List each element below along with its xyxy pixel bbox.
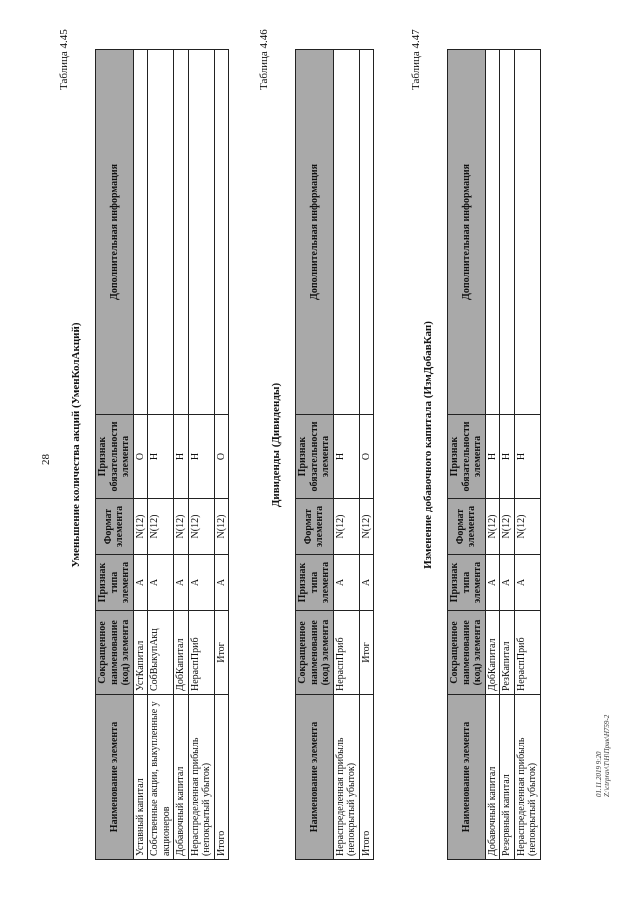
cell: Н [514, 415, 540, 499]
col-header: Сокращенное наименование (код) элемента [96, 611, 134, 695]
cell: НераспПриб [333, 611, 359, 695]
cell: ДобКапитал [485, 611, 500, 695]
cell: Резервный капитал [500, 695, 515, 860]
cell: N(12) [500, 499, 515, 555]
cell: СобВыкупАкц [148, 611, 174, 695]
cell: Н [500, 415, 515, 499]
table-row [188, 50, 214, 860]
table-row [500, 50, 515, 860]
table-row [214, 50, 229, 860]
cell: А [359, 555, 374, 611]
cell: Уставный капитал [133, 695, 148, 860]
col-header: Сокращенное наименование (код) элемента [296, 611, 334, 695]
col-header: Формат элемента [296, 499, 334, 555]
table-header-row [96, 50, 134, 860]
col-header: Дополнительная информация [448, 50, 486, 415]
table-row [514, 50, 540, 860]
cell: О [133, 415, 148, 499]
cell: N(12) [514, 499, 540, 555]
cell: Н [485, 415, 500, 499]
cell: N(12) [485, 499, 500, 555]
cell: N(12) [359, 499, 374, 555]
footer-line-2: Z:\ctrprav\Т\Н\Прик\Н759-2 [603, 714, 612, 797]
cell: Итог [214, 611, 229, 695]
table-row [148, 50, 174, 860]
table-row [485, 50, 500, 860]
cell: А [214, 555, 229, 611]
footer-line-1: 01.11.2019 9:20 [595, 751, 603, 797]
col-header: Признак типа элемента [296, 555, 334, 611]
table-4-45-label: Таблица 4.45 [58, 29, 70, 90]
col-header: Признак типа элемента [96, 555, 134, 611]
cell: О [214, 415, 229, 499]
col-header: Признак типа элемента [448, 555, 486, 611]
cell [188, 50, 214, 415]
cell [359, 50, 374, 415]
cell: А [500, 555, 515, 611]
col-header: Наименование элемента [296, 695, 334, 860]
cell: N(12) [188, 499, 214, 555]
cell: РезКапитал [500, 611, 515, 695]
table-4-46 [295, 49, 374, 860]
col-header: Наименование элемента [448, 695, 486, 860]
cell: УстКапитал [133, 611, 148, 695]
cell: А [333, 555, 359, 611]
col-header: Признак обязательности элемента [296, 415, 334, 499]
col-header: Наименование элемента [96, 695, 134, 860]
cell [148, 50, 174, 415]
col-header: Признак обязательности элемента [448, 415, 486, 499]
cell [333, 50, 359, 415]
cell: N(12) [133, 499, 148, 555]
col-header: Формат элемента [96, 499, 134, 555]
col-header: Формат элемента [448, 499, 486, 555]
cell: N(12) [214, 499, 229, 555]
cell: N(12) [148, 499, 174, 555]
cell: Добавочный капитал [485, 695, 500, 860]
cell: Нераспределенная прибыль (непокрытый убыток) [514, 695, 540, 860]
table-4-45-caption: Уменьшение количества акций (УменКолАкций) [70, 322, 82, 568]
table-4-46-label: Таблица 4.46 [258, 29, 270, 90]
cell: А [133, 555, 148, 611]
cell [133, 50, 148, 415]
cell [485, 50, 500, 415]
col-header: Сокращенное наименование (код) элемента [448, 611, 486, 695]
cell [214, 50, 229, 415]
cell: А [485, 555, 500, 611]
cell: Собственные акции, выкупленные у акционеров [148, 695, 174, 860]
cell: ДобКапитал [174, 611, 189, 695]
cell [174, 50, 189, 415]
cell: Нераспределенная прибыль (непокрытый убыток) [333, 695, 359, 860]
col-header: Дополнительная информация [96, 50, 134, 415]
footer-note [595, 715, 612, 797]
table-row [174, 50, 189, 860]
cell [500, 50, 515, 415]
cell: Нераспределенная прибыль (непокрытый убыток) [188, 695, 214, 860]
cell: О [359, 415, 374, 499]
table-4-47 [447, 49, 541, 860]
cell: Н [188, 415, 214, 499]
table-4-45 [95, 49, 229, 860]
table-row [333, 50, 359, 860]
table-header-row [296, 50, 334, 860]
cell: А [174, 555, 189, 611]
cell: Добавочный капитал [174, 695, 189, 860]
cell: А [188, 555, 214, 611]
table-4-47-label: Таблица 4.47 [410, 29, 422, 90]
cell [514, 50, 540, 415]
col-header: Дополнительная информация [296, 50, 334, 415]
cell: Итого [214, 695, 229, 860]
table-row [359, 50, 374, 860]
table-row [133, 50, 148, 860]
cell: А [148, 555, 174, 611]
cell: НераспПриб [188, 611, 214, 695]
table-4-46-caption: Дивиденды (Дивиденды) [270, 382, 282, 508]
cell: Н [174, 415, 189, 499]
cell: НераспПриб [514, 611, 540, 695]
cell: Н [333, 415, 359, 499]
cell: А [514, 555, 540, 611]
page-number: 28 [40, 454, 52, 465]
cell: N(12) [174, 499, 189, 555]
cell: N(12) [333, 499, 359, 555]
cell: Итого [359, 695, 374, 860]
table-header-row [448, 50, 486, 860]
cell: Итог [359, 611, 374, 695]
table-4-47-caption: Изменение добавочного капитала (ИзмДобавКап) [422, 321, 434, 569]
cell: Н [148, 415, 174, 499]
col-header: Признак обязательности элемента [96, 415, 134, 499]
